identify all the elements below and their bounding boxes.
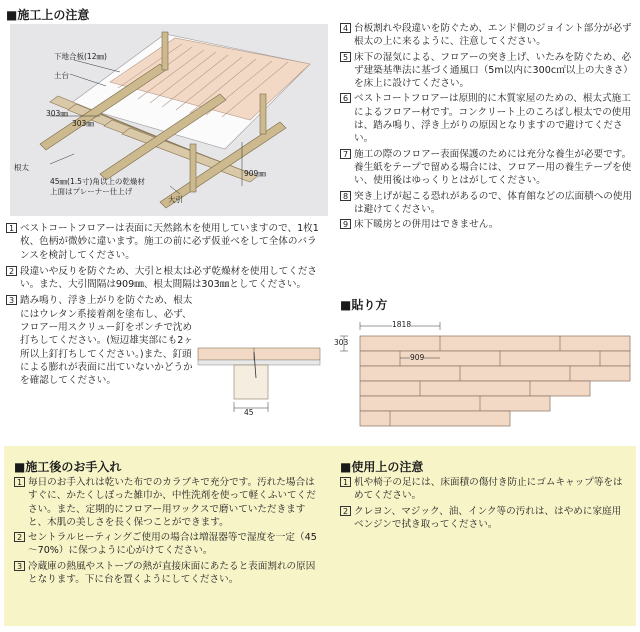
- item-number: 9: [340, 219, 351, 229]
- care-title: ■施工後のお手入れ: [14, 460, 122, 474]
- list-item: [340, 92, 634, 145]
- item-number: 1: [6, 223, 17, 233]
- list-item: [6, 265, 326, 292]
- item-text: ベストコートフロアーは原則的に木質家屋のための、根太式施工によるフロアー材です。コンクリート上のころばし根太での使用は、踏み鳴り、浮き上がりの原因となりますので避けてください。: [354, 93, 631, 145]
- item-number: 7: [340, 149, 351, 159]
- beam-label: 大引: [168, 195, 183, 204]
- item-number: 1: [14, 477, 25, 487]
- item-number: 2: [6, 266, 17, 276]
- item-number: 2: [14, 532, 25, 542]
- joist-spec1-label: 45㎜(1.5寸)角以上の乾燥材: [50, 177, 145, 186]
- list-item: [14, 560, 318, 587]
- dim-303a-label: 303㎜: [46, 109, 68, 118]
- item-number: 1: [340, 477, 351, 487]
- list-item: [6, 222, 326, 262]
- item-text: 冷蔵庫の熱風やストーブの熱が直接床面にあたると表面割れの原因となります。下に台を置くようにしてください。: [28, 560, 316, 586]
- item-text: 床下の湿気による、フロアーの突き上げ、いたみを防ぐため、必ず建築基準法に基づく通風口（5m以内に300c㎡以上の大きさ）を床上に設けてください。: [354, 51, 633, 90]
- item-number: 3: [14, 561, 25, 571]
- item-text: 床下暖房との併用はできません。: [354, 219, 499, 231]
- list-item: [340, 505, 630, 532]
- floor-structure-diagram: [10, 24, 328, 216]
- construction-title: ■施工上の注意: [6, 8, 90, 22]
- item-number: 5: [340, 52, 351, 62]
- base-label: 土台: [54, 71, 69, 80]
- dim-909-label: 909㎜: [244, 169, 266, 178]
- list-item: [6, 294, 196, 387]
- list-item: [340, 476, 630, 503]
- list-item: [340, 190, 634, 217]
- list-item: [340, 51, 634, 91]
- nail-dim-label: 45: [244, 408, 254, 417]
- laying-pattern-diagram: [334, 316, 634, 434]
- joist-spec2-label: 上面はプレーナー仕上げ: [50, 187, 133, 196]
- usage-items: [340, 476, 630, 531]
- item-text: 踏み鳴り、浮き上がりを防ぐため、根太にはウレタン系接着剤を塗布し、必ず、フロアー用スクリュー釘をポンチで沈め打ちしてください。(短辺雄実部にも2ヶ所以上釘打ちしてください。)また、釘頭による膨れが表面に出ていないかどうかを確認してください。: [20, 295, 193, 387]
- item-number: 2: [340, 506, 351, 516]
- laying-title: ■貼り方: [340, 298, 388, 312]
- list-item: [14, 531, 318, 558]
- item-text: 施工の際のフロアー表面保護のためには充分な養生が必要です。養生紙をテープで留める場合には、フロアー用の養生テープを使い、使用後はゆっくりとはがしてください。: [354, 148, 632, 187]
- item-text: 毎日のお手入れは乾いた布でのカラブキで充分です。汚れた場合はすぐに、かたくしぼった雑巾か、中性洗剤を使って軽くふいてください。また、定期的にフロアー用ワックスで磨いていただきますと、木肌の美しさを長く保つことができます。: [28, 477, 316, 528]
- item-text: ベストコートフロアーは表面に天然銘木を使用していますので、1枚1枚、色柄が微妙に違います。施工の前に必ず仮並べをして全体のバランスを検討してください。: [20, 223, 319, 261]
- usage-title: ■使用上の注意: [340, 460, 424, 474]
- joist-label: 根太: [14, 163, 29, 172]
- item-number: 6: [340, 93, 351, 103]
- list-item: [14, 476, 318, 529]
- item-number: 4: [340, 23, 351, 33]
- list-item: [340, 22, 634, 49]
- item-number: 8: [340, 191, 351, 201]
- item-text: 机や椅子の足には、床面積の傷付き防止にゴムキャップ等をはめてください。: [354, 477, 623, 502]
- item-text: クレヨン、マジック、油、インク等の汚れは、はやめに家庭用ベンジンで拭き取ってください。: [354, 505, 622, 530]
- subfloor-label: 下地合板(12㎜): [54, 52, 107, 61]
- dim-303-label: 303: [334, 338, 349, 347]
- list-item: [340, 148, 634, 188]
- nail-detail-diagram: [196, 338, 326, 418]
- list-item: [340, 218, 634, 231]
- dim-303b-label: 303㎜: [72, 119, 94, 128]
- item-text: セントラルヒーティングご使用の場合は増湿器等で湿度を一定（45～70%）に保つように心がけてください。: [28, 532, 317, 557]
- dim-909-label: 909: [410, 353, 425, 362]
- item-number: 3: [6, 295, 17, 305]
- item-text: 段違いや反りを防ぐため、大引と根太は必ず乾燥材を使用してください。また、大引間隔は909㎜、根太間隔は303㎜としてください。: [20, 265, 318, 291]
- item-text: 突き上げが起こる恐れがあるので、体育館などの広面積への使用は避けてください。: [354, 190, 633, 215]
- dim-1818-label: 1818: [392, 320, 412, 329]
- item-text: 台板割れや段違いを防ぐため、エンド側のジョイント部分が必ず根太の上に来るように、注意してください。: [354, 23, 632, 48]
- care-items: [14, 476, 318, 586]
- construction-items-right: [340, 22, 634, 231]
